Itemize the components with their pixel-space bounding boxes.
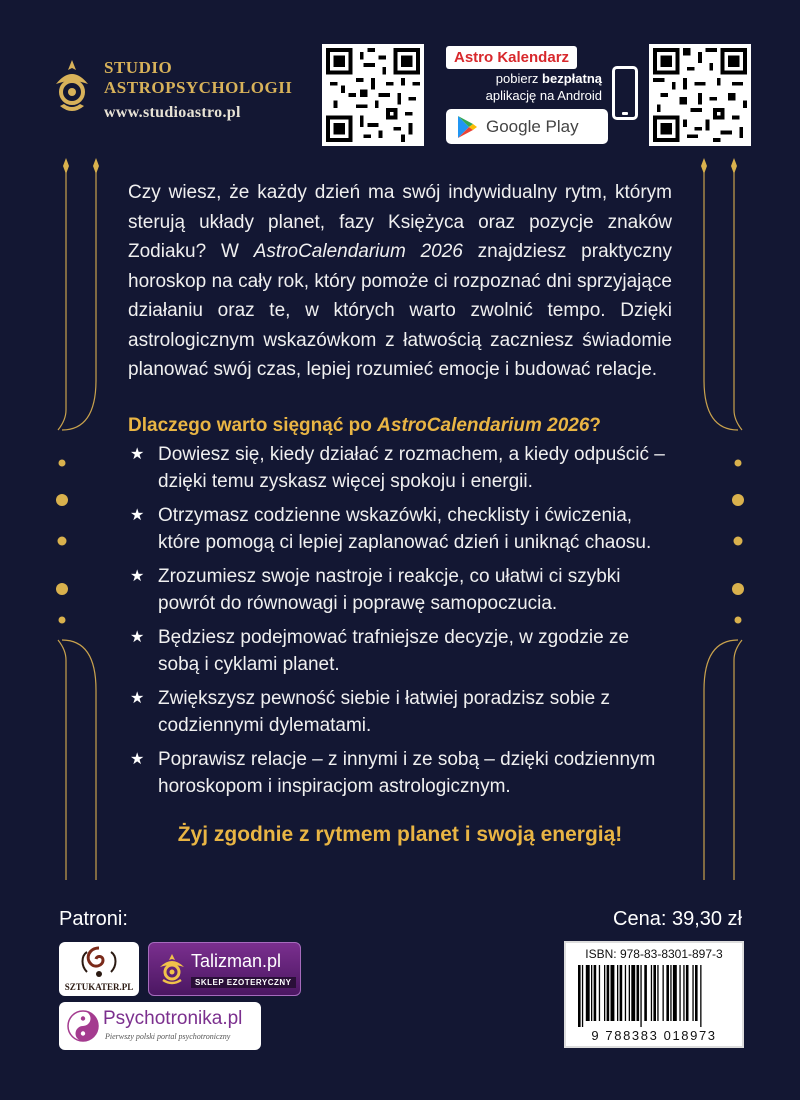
- benefits-list: [128, 441, 672, 801]
- psychotronika-name: Psychotronika.pl: [103, 1008, 243, 1029]
- google-play-button[interactable]: [446, 109, 608, 144]
- talizman-emblem-icon: [157, 953, 187, 985]
- list-item: ★ Będziesz podejmować trafniejsze decyzje, w zgodzie ze sobą i cyklami planet.: [128, 624, 672, 679]
- publisher-logo-icon: [50, 58, 94, 118]
- star-icon: ★: [130, 750, 145, 768]
- star-icon: ★: [130, 445, 145, 463]
- intro-paragraph: Czy wiesz, że każdy dzień ma swój indywidualny rytm, którym sterują układy planet, fazy Księżyca oraz pozycje znaków Zodiaku? W AstroCalendarium 2026 znajdziesz praktyczny horoskop na cały rok, który pomoże ci rozpoznać dni sprzyjające działaniu oraz te, w których warto zwolnić tempo. Dzięki astrologicznym wskazówkom z łatwością zaczniesz świadomie planować swój czas, lepiej rozumieć emocje i budować relacje.: [128, 182, 672, 380]
- app-promo[interactable]: [446, 46, 642, 146]
- app-qr-code[interactable]: [649, 44, 751, 146]
- star-icon: ★: [130, 628, 145, 646]
- ean-number: 9 788383 018973: [591, 1028, 717, 1043]
- list-item: ★ Poprawisz relacje – z innymi i ze sobą – dzięki codziennym horoskopom i inspiracjom astrologicznym.: [128, 746, 672, 801]
- smartphone-icon: [612, 66, 638, 120]
- talizman-tagline: SKLEP EZOTERYCZNY: [191, 977, 296, 988]
- isbn-number: ISBN: 978-83-8301-897-3: [585, 947, 723, 961]
- google-play-label: Google Play: [486, 116, 579, 136]
- app-download-line1: pobierz bezpłatną: [495, 71, 602, 86]
- app-title: Astro Kalendarz: [446, 46, 577, 69]
- why-heading: Dlaczego warto sięgnąć po AstroCalendarium 2026?: [128, 414, 602, 436]
- psychotronika-tagline: Pierwszy polski portal psychotroniczny: [105, 1032, 231, 1041]
- publisher-name-line2: ASTROPSYCHOLOGII: [104, 78, 293, 97]
- list-item: ★ Dowiesz się, kiedy działać z rozmachem, a kiedy odpuścić – dzięki temu zyskasz więcej spokoju i energii.: [128, 441, 672, 496]
- sztukater-logo[interactable]: [59, 942, 139, 996]
- talizman-logo[interactable]: [148, 942, 301, 996]
- price: Cena: 39,30 zł: [613, 908, 742, 930]
- publisher-brand: [50, 58, 292, 122]
- patrons-title: Patroni:: [59, 908, 128, 930]
- publisher-qr-code[interactable]: [322, 44, 424, 146]
- star-icon: ★: [130, 506, 145, 524]
- book-title: AstroCalendarium 2026: [253, 241, 463, 262]
- google-play-icon: [456, 115, 478, 139]
- psychotronika-logo[interactable]: [59, 1002, 261, 1050]
- yin-yang-icon: [67, 1010, 99, 1042]
- list-item: ★ Zrozumiesz swoje nastroje i reakcje, co ułatwi ci szybki powrót do równowagi i poprawę samopoczucia.: [128, 563, 672, 618]
- publisher-url[interactable]: www.studioastro.pl: [104, 104, 241, 121]
- star-icon: ★: [130, 567, 145, 585]
- main-content: [128, 178, 672, 847]
- sztukater-emblem-icon: [59, 942, 139, 982]
- star-icon: ★: [130, 689, 145, 707]
- slogan: Żyj zgodnie z rytmem planet i swoją energią!: [177, 822, 623, 846]
- barcode-bars: [578, 965, 734, 1027]
- list-item: ★ Otrzymasz codzienne wskazówki, checklisty i ćwiczenia, które pomogą ci lepiej zaplanować dzień i uniknąć chaosu.: [128, 502, 672, 557]
- talizman-name: Talizman.pl: [191, 951, 282, 971]
- sztukater-name: SZTUKATER.PL: [64, 982, 134, 992]
- list-item: ★ Zwiększysz pewność siebie i łatwiej poradzisz sobie z codziennymi dylematami.: [128, 685, 672, 740]
- publisher-name-line1: STUDIO: [104, 58, 173, 77]
- app-download-line2: aplikację na Android: [485, 88, 602, 103]
- isbn-barcode: [564, 941, 744, 1048]
